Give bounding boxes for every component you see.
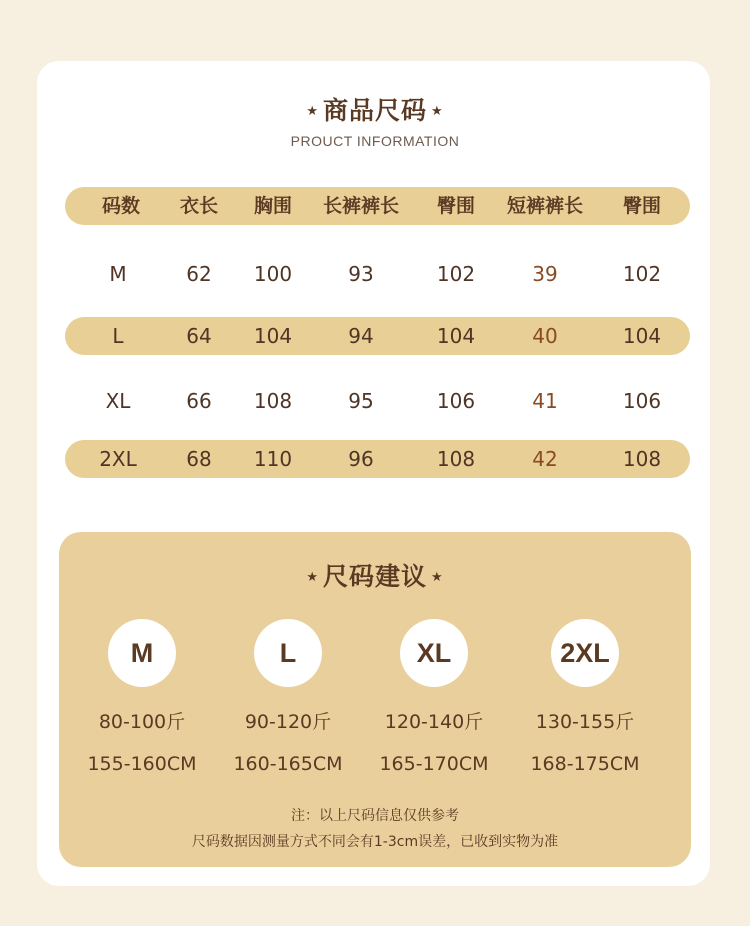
size-note-line-2: 尺码数据因测量方式不同会有1-3cm误差，已收到实物为准 bbox=[191, 834, 559, 850]
table-cell: 104 bbox=[436, 324, 476, 348]
table-cell: 106 bbox=[622, 389, 662, 413]
table-cell: XL bbox=[105, 389, 131, 413]
table-row bbox=[65, 255, 690, 293]
table-cell: 62 bbox=[186, 262, 212, 286]
suggestion-title: 尺码建议 bbox=[322, 562, 427, 591]
table-cell: 110 bbox=[253, 447, 293, 471]
size-suggestion-2xl bbox=[510, 619, 660, 777]
column-header-hip-2: 臀围 bbox=[622, 195, 662, 217]
table-cell: 96 bbox=[348, 447, 374, 471]
size-badge: L bbox=[254, 619, 322, 687]
table-cell: 39 bbox=[532, 262, 558, 286]
table-cell: 104 bbox=[622, 324, 662, 348]
table-cell: 42 bbox=[532, 447, 558, 471]
table-row bbox=[65, 382, 690, 420]
weight-range: 90-120斤 bbox=[244, 711, 332, 733]
weight-range: 130-155斤 bbox=[535, 711, 635, 733]
table-cell: L bbox=[112, 324, 124, 348]
table-cell: 102 bbox=[436, 262, 476, 286]
size-badge: M bbox=[108, 619, 176, 687]
table-cell: 108 bbox=[622, 447, 662, 471]
table-cell: 40 bbox=[532, 324, 558, 348]
table-cell: 66 bbox=[186, 389, 212, 413]
height-range: 160-165CM bbox=[233, 753, 343, 775]
star-icon: ★ bbox=[306, 570, 319, 585]
table-cell: 108 bbox=[436, 447, 476, 471]
star-icon: ★ bbox=[306, 104, 319, 119]
table-row bbox=[65, 317, 690, 355]
height-range: 165-170CM bbox=[379, 753, 489, 775]
column-header-length: 衣长 bbox=[179, 195, 219, 217]
table-cell: 64 bbox=[186, 324, 212, 348]
size-note-line-1: 注：以上尺码信息仅供参考 bbox=[291, 808, 459, 824]
table-cell: 2XL bbox=[99, 447, 137, 471]
table-cell: 104 bbox=[253, 324, 293, 348]
weight-range: 120-140斤 bbox=[384, 711, 484, 733]
star-icon: ★ bbox=[431, 104, 444, 119]
star-icon: ★ bbox=[431, 570, 444, 585]
table-header-row bbox=[65, 187, 690, 225]
table-cell: 106 bbox=[436, 389, 476, 413]
table-cell: 95 bbox=[348, 389, 374, 413]
column-header-chest: 胸围 bbox=[253, 195, 293, 217]
height-range: 155-160CM bbox=[87, 753, 197, 775]
size-badge: 2XL bbox=[551, 619, 619, 687]
column-header-shorts-length: 短裤裤长 bbox=[506, 195, 584, 217]
table-cell: 68 bbox=[186, 447, 212, 471]
page-subtitle: PROUCT INFORMATION bbox=[290, 133, 460, 149]
size-suggestion-xl bbox=[359, 619, 509, 777]
size-badge: XL bbox=[400, 619, 468, 687]
table-cell: 108 bbox=[253, 389, 293, 413]
table-cell: 102 bbox=[622, 262, 662, 286]
size-suggestion-panel bbox=[59, 532, 691, 867]
table-row bbox=[65, 440, 690, 478]
column-header-size: 码数 bbox=[101, 195, 141, 217]
height-range: 168-175CM bbox=[530, 753, 640, 775]
table-cell: M bbox=[109, 262, 127, 286]
size-suggestion-m bbox=[67, 619, 217, 777]
table-cell: 41 bbox=[532, 389, 558, 413]
table-cell: 94 bbox=[348, 324, 374, 348]
column-header-pants-length: 长裤裤长 bbox=[322, 195, 400, 217]
weight-range: 80-100斤 bbox=[98, 711, 186, 733]
page-title: 商品尺码 bbox=[322, 96, 427, 125]
column-header-hip: 臀围 bbox=[436, 195, 476, 217]
product-info-header bbox=[0, 94, 750, 149]
table-cell: 100 bbox=[253, 262, 293, 286]
size-suggestion-l bbox=[213, 619, 363, 777]
table-cell: 93 bbox=[348, 262, 374, 286]
